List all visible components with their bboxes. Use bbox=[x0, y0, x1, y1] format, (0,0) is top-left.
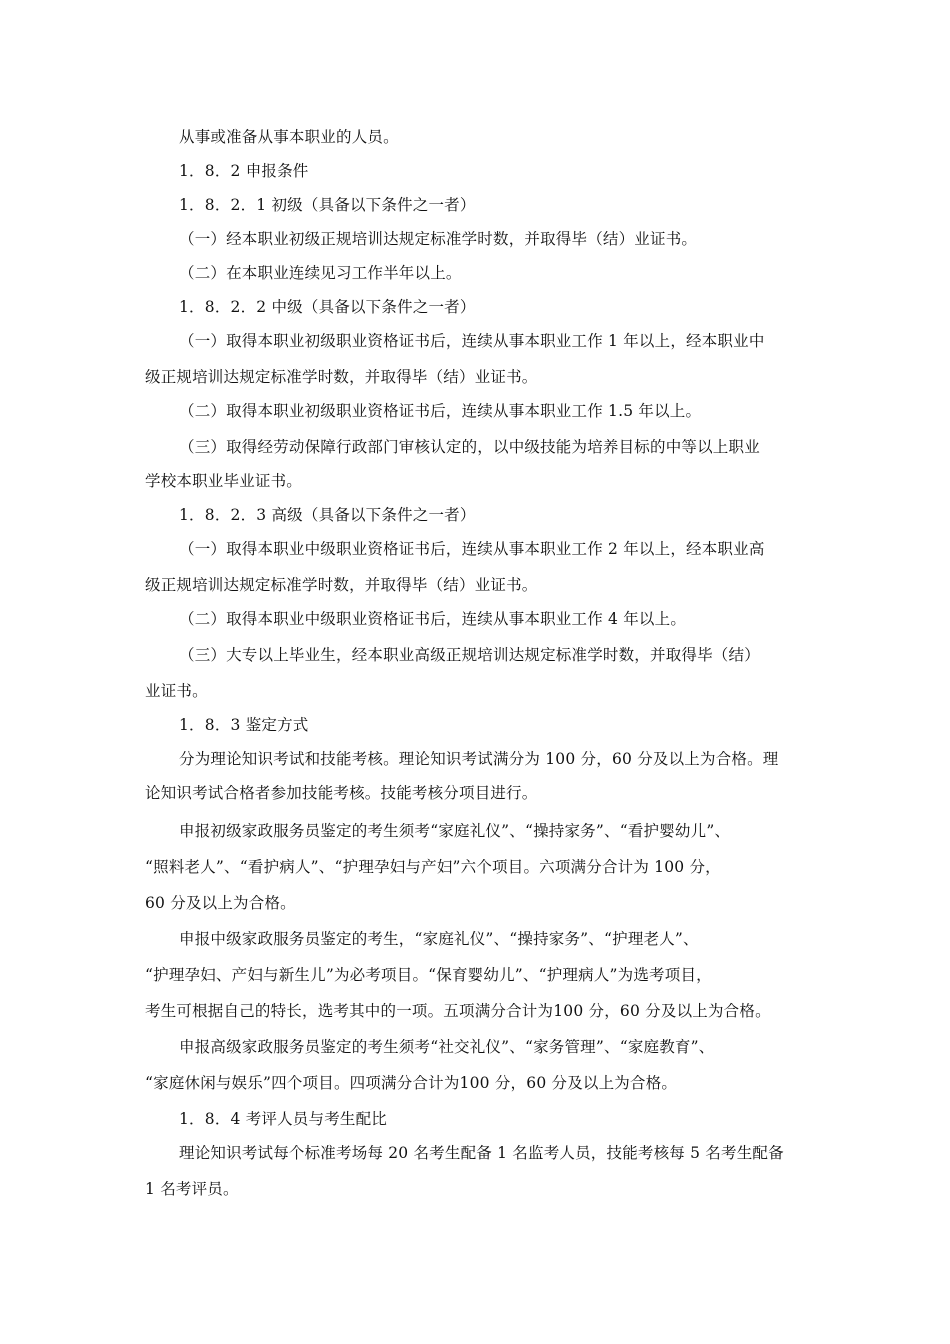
body-line: （一）取得本职业中级职业资格证书后，连续从事本职业工作 2 年以上，经本职业高 bbox=[179, 540, 765, 558]
body-line: 分为理论知识考试和技能考核。理论知识考试满分为 100 分，60 分及以上为合格。理 bbox=[179, 750, 779, 768]
subsection-heading: 1．8．2．1 初级（具备以下条件之一者） bbox=[179, 196, 476, 214]
subsection-heading: 1．8．2．3 高级（具备以下条件之一者） bbox=[179, 506, 476, 524]
body-line: “照料老人”、“看护病人”、“护理孕妇与产妇”六个项目。六项满分合计为 100 分， bbox=[145, 858, 721, 876]
body-line: 申报高级家政服务员鉴定的考生须考“社交礼仪”、“家务管理”、“家庭教育”、 bbox=[179, 1038, 715, 1056]
section-heading: 1．8．2 申报条件 bbox=[179, 162, 309, 180]
body-line: （三）取得经劳动保障行政部门审核认定的，以中级技能为培养目标的中等以上职业 bbox=[179, 438, 760, 456]
subsection-heading: 1．8．2．2 中级（具备以下条件之一者） bbox=[179, 298, 476, 316]
body-line: 业证书。 bbox=[145, 682, 208, 700]
body-line: （二）取得本职业初级职业资格证书后，连续从事本职业工作 1.5 年以上。 bbox=[179, 402, 702, 420]
body-line: （三）大专以上毕业生，经本职业高级正规培训达规定标准学时数，并取得毕（结） bbox=[179, 646, 760, 664]
body-line: （一）取得本职业初级职业资格证书后，连续从事本职业工作 1 年以上，经本职业中 bbox=[179, 332, 765, 350]
body-line: 考生可根据自己的特长，选考其中的一项。五项满分合计为100 分，60 分及以上为合格。 bbox=[145, 1002, 771, 1020]
body-line: （二）取得本职业中级职业资格证书后，连续从事本职业工作 4 年以上。 bbox=[179, 610, 687, 628]
body-line: 级正规培训达规定标准学时数，并取得毕（结）业证书。 bbox=[145, 368, 538, 386]
body-line: 申报中级家政服务员鉴定的考生，“家庭礼仪”、“操持家务”、“护理老人”、 bbox=[179, 930, 699, 948]
body-line: （一）经本职业初级正规培训达规定标准学时数，并取得毕（结）业证书。 bbox=[179, 230, 698, 248]
section-heading: 1．8．4 考评人员与考生配比 bbox=[179, 1110, 388, 1128]
body-line: 学校本职业毕业证书。 bbox=[145, 472, 303, 490]
body-line: 1 名考评员。 bbox=[145, 1180, 239, 1198]
body-line: “家庭休闲与娱乐”四个项目。四项满分合计为100 分，60 分及以上为合格。 bbox=[145, 1074, 678, 1092]
body-line: 从事或准备从事本职业的人员。 bbox=[179, 128, 399, 146]
section-heading: 1．8．3 鉴定方式 bbox=[179, 716, 309, 734]
body-line: （二）在本职业连续见习工作半年以上。 bbox=[179, 264, 462, 282]
body-line: “护理孕妇、产妇与新生儿”为必考项目。“保育婴幼儿”、“护理病人”为选考项目， bbox=[145, 966, 712, 984]
body-line: 级正规培训达规定标准学时数，并取得毕（结）业证书。 bbox=[145, 576, 538, 594]
body-line: 60 分及以上为合格。 bbox=[145, 894, 296, 912]
body-line: 申报初级家政服务员鉴定的考生须考“家庭礼仪”、“操持家务”、“看护婴幼儿”、 bbox=[179, 822, 731, 840]
body-line: 论知识考试合格者参加技能考核。技能考核分项目进行。 bbox=[145, 784, 538, 802]
body-line: 理论知识考试每个标准考场每 20 名考生配备 1 名监考人员，技能考核每 5 名考生配备 bbox=[179, 1144, 784, 1162]
